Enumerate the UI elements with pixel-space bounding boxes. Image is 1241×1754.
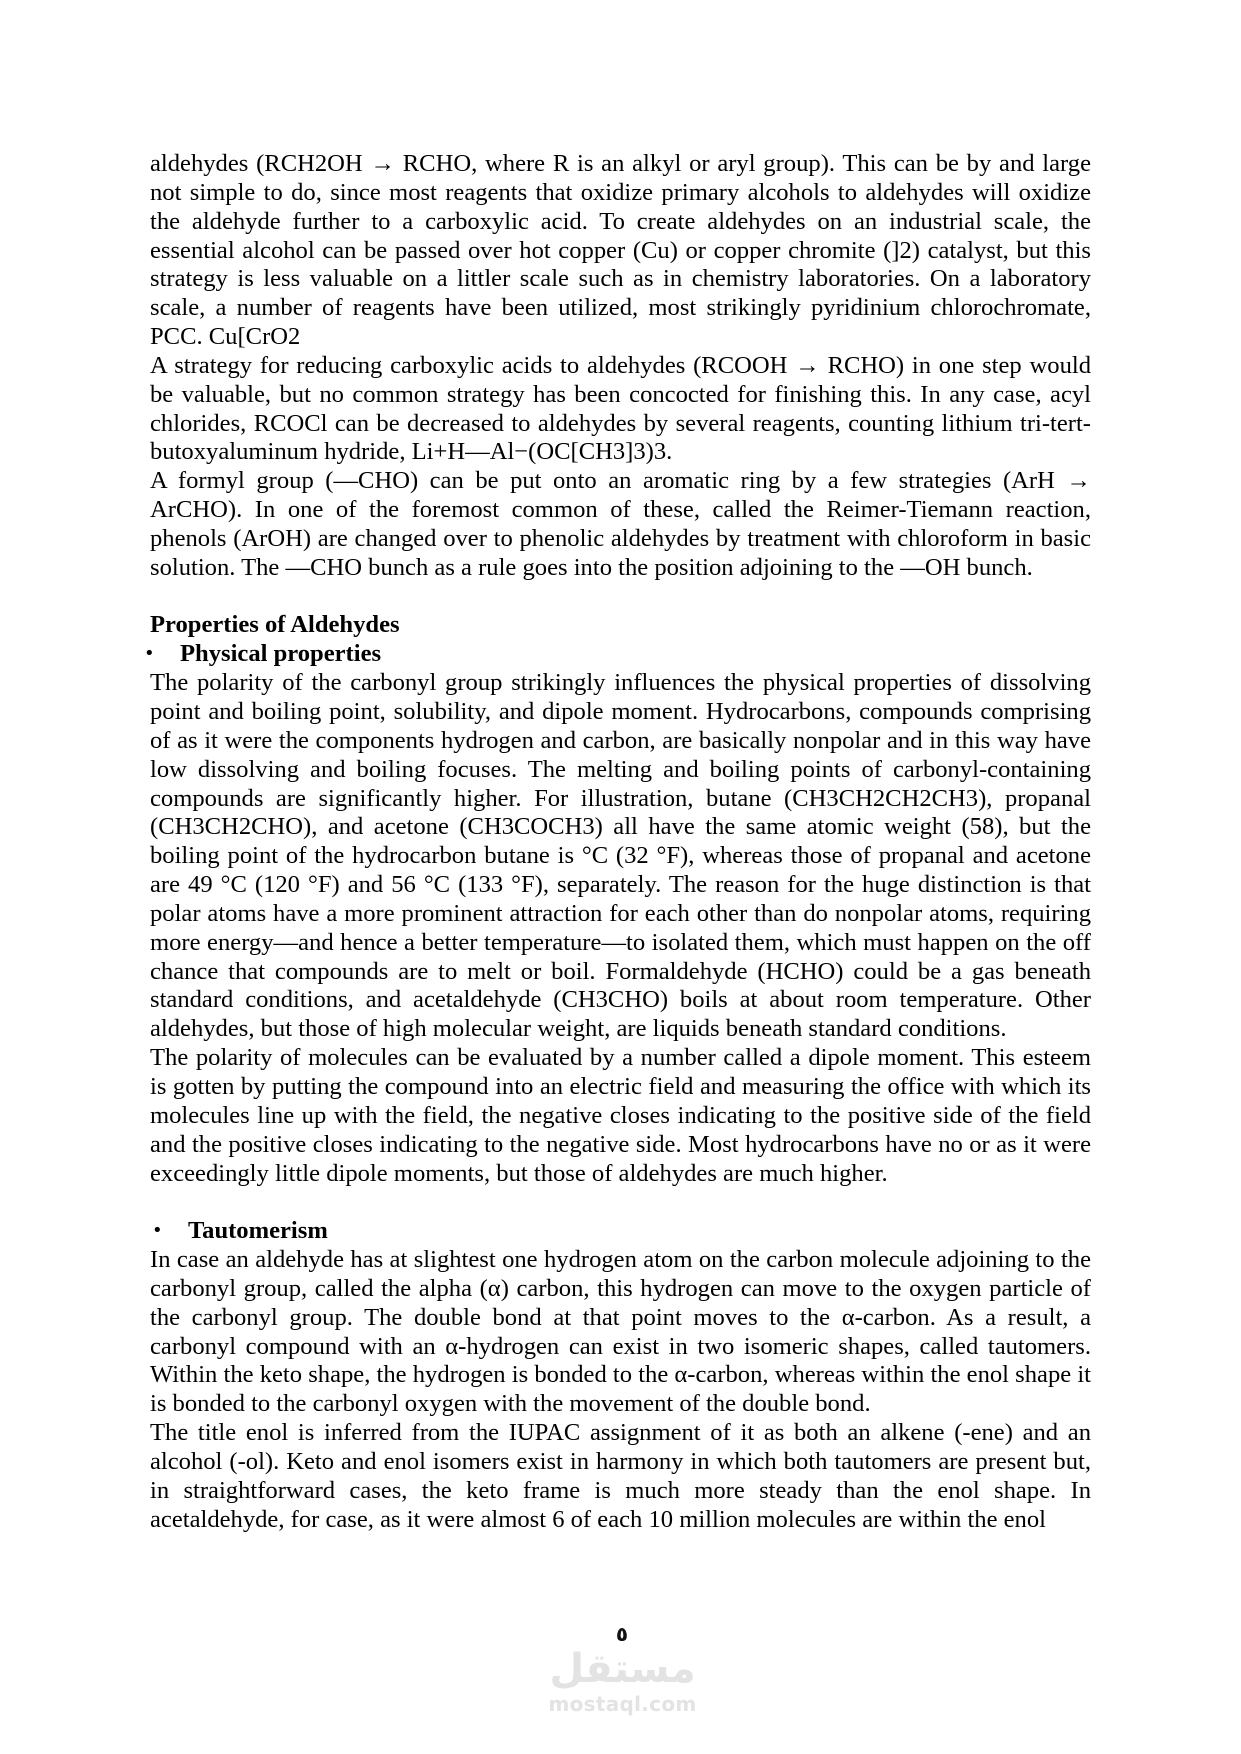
subheading-physical-properties	[144, 640, 1091, 669]
subheading-label: Tautomerism	[188, 1217, 328, 1245]
paragraph-tautomer-alpha-hydrogen: In case an aldehyde has at slightest one hydrogen atom on the carbon molecule adjoining to the carbonyl group, called the alpha (α) carbon, this hydrogen can move to the oxygen particle of the carbonyl group. The double bond at that point moves to the α-carbon. As a result, a carbonyl compound with an α-hydrogen can exist in two isomeric shapes, called tautomers. Within the keto shape, the hydrogen is bonded to the α-carbon, whereas within the enol shape it is bonded to the carbonyl oxygen with the movement of the double bond.	[150, 1246, 1091, 1418]
paragraph-formyl-group: A formyl group (―CHO) can be put onto an aromatic ring by a few strategies (ArH → ArCHO). In one of the foremost common of these, called the Reimer-Tiemann reaction, phenols (ArOH) are changed over to phenolic aldehydes by treatment with chloroform in basic solution. The ―CHO bunch as a rule goes into the position adjoining to the ―OH bunch.	[150, 467, 1091, 581]
paragraph-polarity-boiling: The polarity of the carbonyl group strikingly influences the physical properties of dissolving point and boiling point, solubility, and dipole moment. Hydrocarbons, compounds comprising of as it were the components hydrogen and carbon, are basically nonpolar and in this way have low dissolving and boiling focuses. The melting and boiling points of carbonyl-containing compounds are significantly higher. For illustration, butane (CH3CH2CH2CH3), propanal (CH3CH2CHO), and acetone (CH3COCH3) all have the same atomic weight (58), but the boiling point of the hydrocarbon butane is °C (32 °F), whereas those of propanal and acetone are 49 °C (120 °F) and 56 °C (133 °F), separately. The reason for the huge distinction is that polar atoms have a more prominent attraction for each other than do nonpolar atoms, requiring more energy—and hence a better temperature—to isolated them, which must happen on the off chance that compounds are to melt or boil. Formaldehyde (HCHO) could be a gas beneath standard conditions, and acetaldehyde (CH3CHO) boils at about room temperature. Other aldehydes, but those of high molecular weight, are liquids beneath standard conditions.	[150, 669, 1091, 1043]
bullet-icon: •	[144, 643, 155, 665]
section-heading-properties: Properties of Aldehydes	[150, 611, 400, 639]
spacer	[150, 583, 1091, 612]
bullet-icon: •	[152, 1220, 163, 1242]
watermark-domain-text: mostaql.com	[548, 1692, 697, 1716]
watermark-logo	[540, 1646, 705, 1716]
paragraph-dipole-moment: The polarity of molecules can be evaluated by a number called a dipole moment. This esteem is gotten by putting the compound into an electric field and measuring the office with which its molecules line up with the field, the negative closes indicating to the positive side of the field and the positive closes indicating to the negative side. Most hydrocarbons have no or as it were exceedingly little dipole moments, but those of aldehydes are much higher.	[150, 1044, 1091, 1187]
page-number: ٥	[615, 1622, 629, 1646]
subheading-label: Physical properties	[180, 640, 382, 668]
subheading-tautomerism	[150, 1217, 1091, 1246]
document-body	[144, 150, 1091, 1534]
paragraph-oxidation-alcohols: aldehydes (RCH2OH → RCHO, where R is an alkyl or aryl group). This can be by and large not simple to do, since most reagents that oxidize primary alcohols to aldehydes will oxidize the aldehyde further to a carboxylic acid. To create aldehydes on an industrial scale, the essential alcohol can be passed over hot copper (Cu) or copper chromite (]2) catalyst, but this strategy is less valuable on a littler scale such as in chemistry laboratories. On a laboratory scale, a number of reagents have been utilized, most strikingly pyridinium chlorochromate, PCC. Cu[CrO2	[150, 150, 1091, 351]
paragraph-enol-keto: The title enol is inferred from the IUPAC assignment of it as both an alkene (-ene) and an alcohol (-ol). Keto and enol isomers exist in harmony in which both tautomers are present but, in straightforward cases, the keto frame is much more steady than the enol shape. In acetaldehyde, for case, as it were almost 6 of each 10 million molecules are within the enol	[150, 1419, 1091, 1533]
paragraph-reduction-acids: A strategy for reducing carboxylic acids to aldehydes (RCOOH → RCHO) in one step would be valuable, but no common strategy has been concocted for finishing this. In any case, acyl chlorides, RCOCl can be decreased to aldehydes by several reagents, counting lithium tri-tert-butoxyaluminum hydride, Li+H―Al−(OC[CH3]3)3.	[150, 351, 1091, 466]
spacer	[150, 1188, 1091, 1217]
watermark-arabic-text: مستقل	[549, 1646, 696, 1692]
